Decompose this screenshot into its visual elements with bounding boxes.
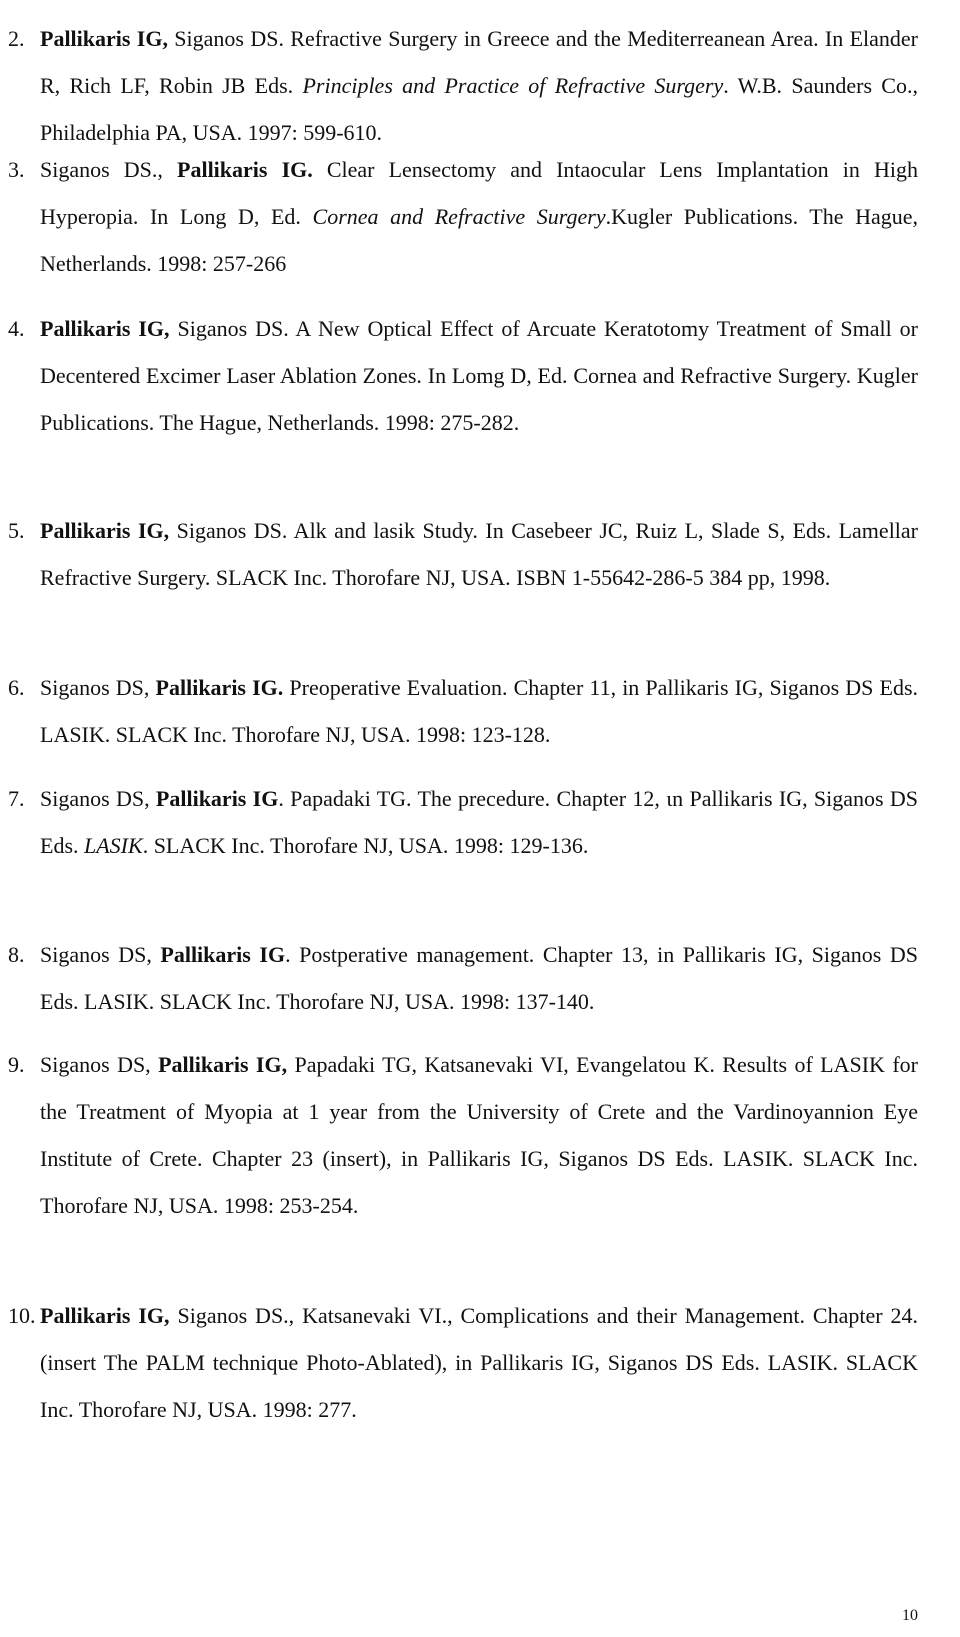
reference-number: 7. [8,786,25,811]
reference-text: Siganos DS., Pallikaris IG. Clear Lensectomy and Intaocular Lens Implantation in High Hyperopia. In Long D, Ed. Cornea and Refractive Surgery.Kugler Publications. The Hague, Netherlands. 1998: 257-266 [40,157,919,276]
reference-text: Pallikaris IG, Siganos DS. Alk and lasik Study. In Casebeer JC, Ruiz L, Slade S, Eds. Lamellar Refractive Surgery. SLACK Inc. Thorofare NJ, USA. ISBN 1-55642-286-5 384 pp, 1998. [40,518,919,590]
reference-number: 10. [8,1303,36,1328]
reference-text: Siganos DS, Pallikaris IG. Postperative management. Chapter 13, in Pallikaris IG, Siganos DS Eds. LASIK. SLACK Inc. Thorofare NJ, USA. 1998: 137-140. [40,942,918,1014]
reference-text: Pallikaris IG, Siganos DS. Refractive Surgery in Greece and the Mediterreanean Area. In Elander R, Rich LF, Robin JB Eds. Principles and Practice of Refractive Surgery. W.B. Saunders Co., Philadelphia PA, USA. 1997: 599-610. [40,26,918,145]
reference-text: Siganos DS, Pallikaris IG. Preoperative Evaluation. Chapter 11, in Pallikaris IG, Siganos DS Eds. LASIK. SLACK Inc. Thorofare NJ, USA. 1998: 123-128. [40,675,919,747]
page-number: 10 [902,1607,918,1624]
reference-number: 3. [8,157,25,182]
reference-number: 2. [8,26,25,51]
reference-number: 6. [8,675,25,700]
reference-number: 4. [8,316,25,341]
reference-text: Siganos DS, Pallikaris IG. Papadaki TG. The precedure. Chapter 12, ιn Pallikaris IG, Siganos DS Eds. LASIK. SLACK Inc. Thorofare NJ, USA. 1998: 129-136. [40,786,919,858]
reference-number: 9. [8,1052,25,1077]
reference-text: Pallikaris IG, Siganos DS. A New Optical Effect of Arcuate Keratotomy Treatment of Small or Decentered Excimer Laser Ablation Zones. In Lomg D, Ed. Cornea and Refractive Surgery. Kugler Publications. The Hague, Netherlands. 1998: 275-282. [40,316,919,435]
reference-text: Pallikaris IG, Siganos DS., Katsanevaki VI., Complications and their Management. Chapter 24. (insert The PALM technique Photo-Ablated), in Pallikaris IG, Siganos DS Eds. LASIK. SLACK Inc. Thorofare NJ, USA. 1998: 277. [40,1303,918,1422]
reference-number: 8. [8,942,25,967]
reference-number: 5. [8,518,25,543]
reference-text: Siganos DS, Pallikaris IG, Papadaki TG, Katsanevaki VI, Evangelatou K. Results of LASIK for the Treatment of Myopia at 1 year from the University of Crete and the Vardinoyannion Eye Institute of Crete. Chapter 23 (insert), in Pallikaris IG, Siganos DS Eds. LASIK. SLACK Inc. Thorofare NJ, USA. 1998: 253-254. [40,1052,918,1218]
